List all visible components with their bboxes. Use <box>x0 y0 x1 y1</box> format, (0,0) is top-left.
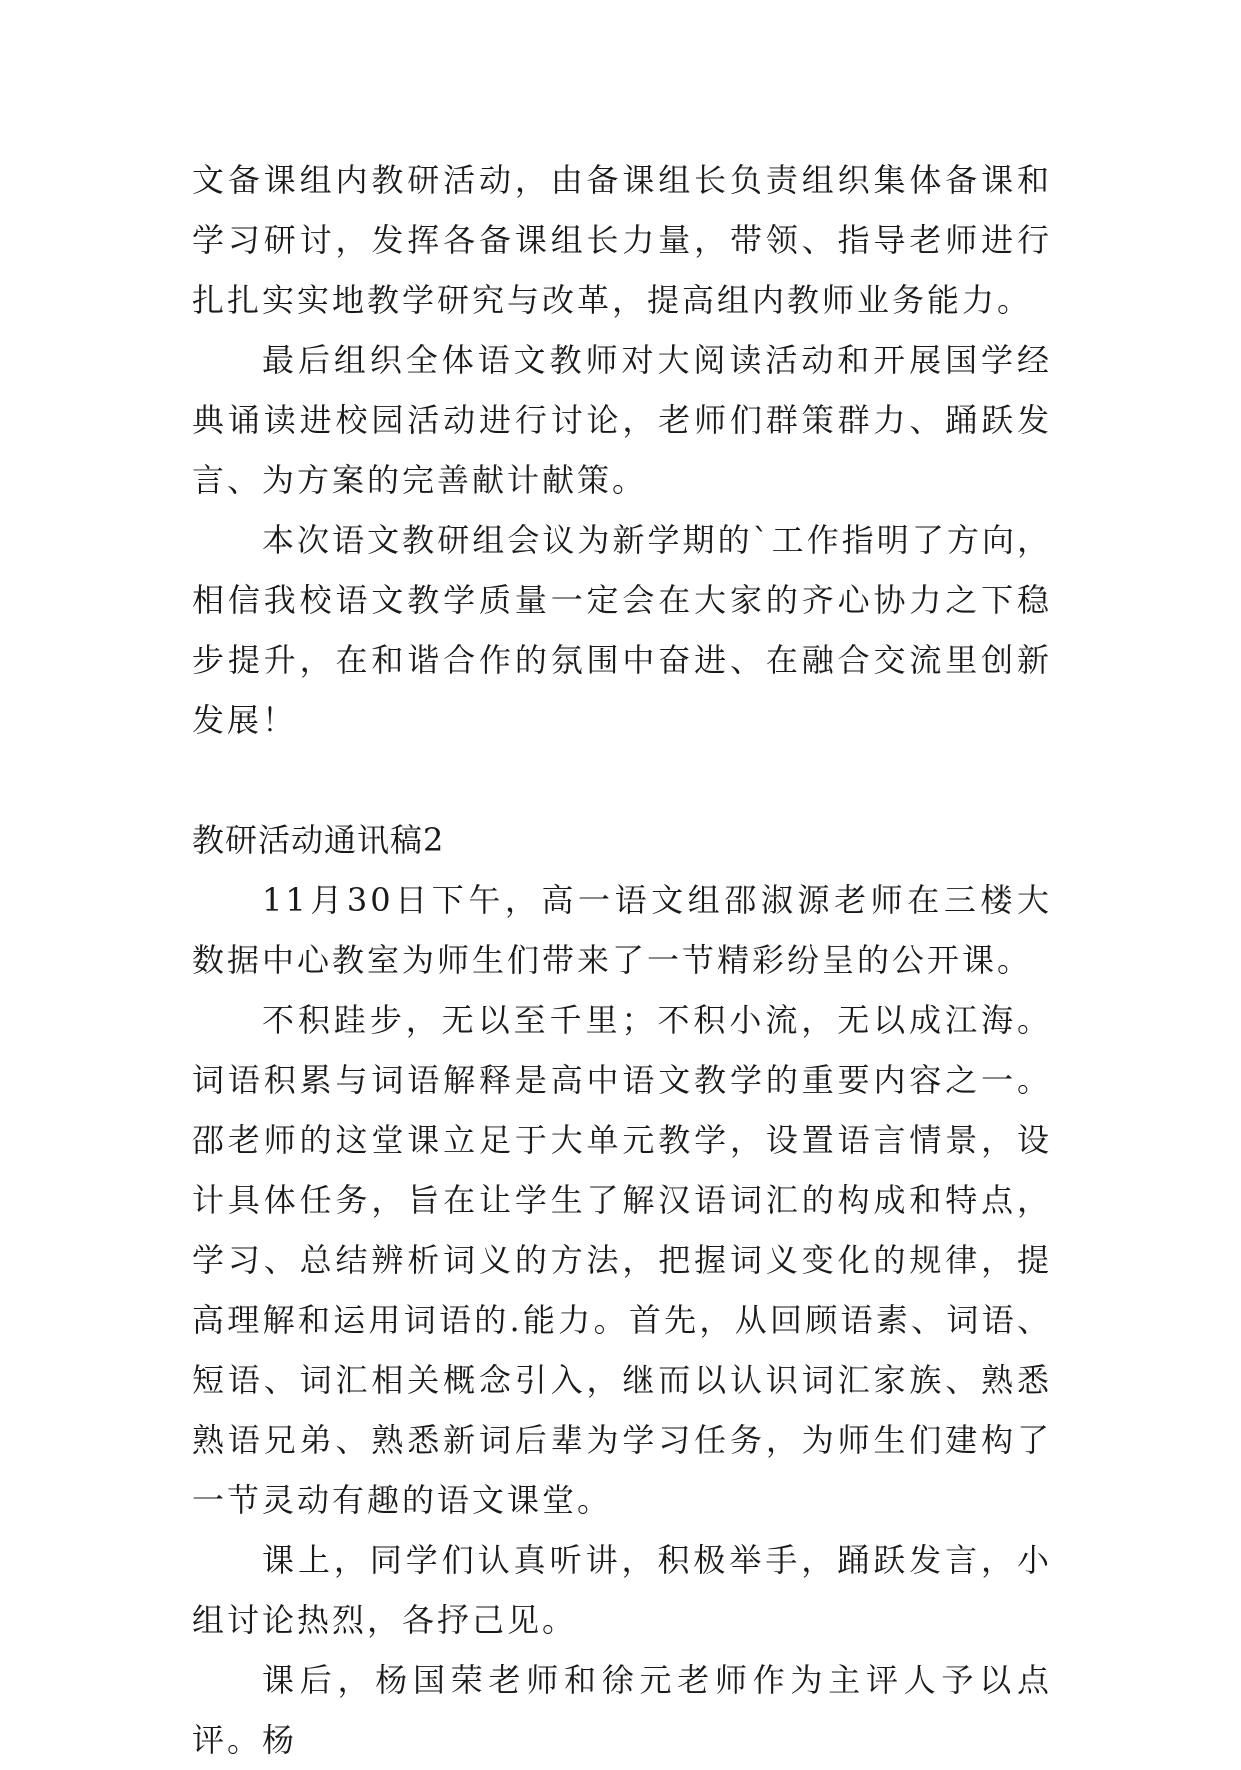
paragraph: 不积跬步，无以至千里；不积小流，无以成江海。词语积累与词语解释是高中语文教学的重要内容之一。邵老师的这堂课立足于大单元教学，设置语言情景，设计具体任务，旨在让学生了解汉语词汇的构成和特点，学习、总结辨析词义的方法，把握词义变化的规律，提高理解和运用词语的.能力。首先，从回顾语素、词语、短语、词汇相关概念引入，继而以认识词汇家族、熟悉熟语兄弟、熟悉新词后辈为学习任务，为师生们建构了一节灵动有趣的语文课堂。 <box>192 1001 1052 1519</box>
paragraph: 本次语文教研组会议为新学期的`工作指明了方向，相信我校语文教学质量一定会在大家的齐心协力之下稳步提升，在和谐合作的氛围中奋进、在融合交流里创新发展！ <box>192 521 1052 739</box>
paragraph: 最后组织全体语文教师对大阅读活动和开展国学经典诵读进校园活动进行讨论，老师们群策群力、踊跃发言、为方案的完善献计献策。 <box>192 341 1052 499</box>
paragraph: 课后，杨国荣老师和徐元老师作为主评人予以点评。杨 <box>192 1661 1052 1759</box>
section-title: 教研活动通讯稿2 <box>192 821 445 859</box>
paragraph: 11月30日下午，高一语文组邵淑源老师在三楼大数据中心教室为师生们带来了一节精彩纷呈的公开课。 <box>192 881 1052 979</box>
document-page <box>192 150 1052 1770</box>
paragraph: 课上，同学们认真听讲，积极举手，踊跃发言，小组讨论热烈，各抒己见。 <box>192 1541 1052 1639</box>
paragraph-continued: 文备课组内教研活动，由备课组长负责组织集体备课和学习研讨，发挥各备课组长力量，带领、指导老师进行扎扎实实地教学研究与改革，提高组内教师业务能力。 <box>192 161 1052 319</box>
